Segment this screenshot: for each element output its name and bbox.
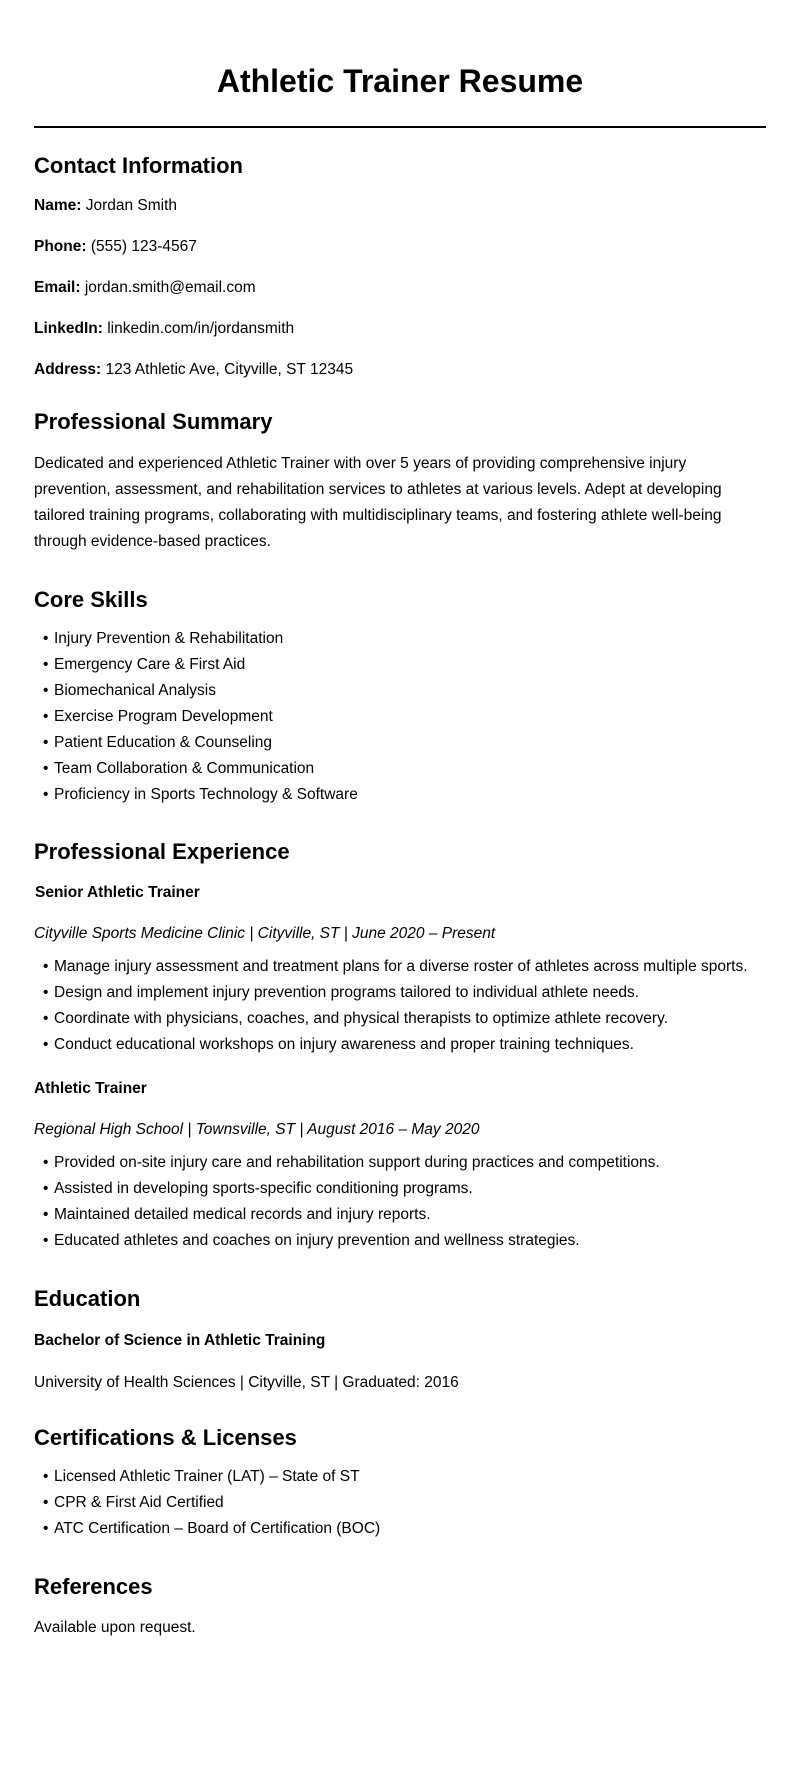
contact-linkedin	[34, 319, 766, 339]
contact-address-value: 123 Athletic Ave, Cityville, ST 12345	[105, 361, 354, 378]
contact-address	[34, 360, 766, 380]
job-meta: Cityville Sports Medicine Clinic | Cityville, ST | June 2020 – Present	[34, 925, 496, 942]
job-title: Athletic Trainer	[34, 1080, 147, 1097]
certifications-heading: Certifications & Licenses	[34, 1425, 297, 1450]
list-item: • Licensed Athletic Trainer (LAT) – State of ST	[34, 1464, 754, 1490]
job-bullets	[34, 1150, 766, 1254]
job-bullets	[34, 954, 766, 1058]
contact-linkedin-label: LinkedIn:	[34, 320, 103, 337]
skills-section	[34, 587, 766, 808]
list-item: • Biomechanical Analysis	[34, 678, 754, 704]
contact-phone-value: (555) 123-4567	[90, 238, 197, 255]
contact-email	[34, 278, 766, 298]
page-title: Athletic Trainer Resume	[216, 63, 584, 99]
contact-name-label: Name:	[34, 197, 82, 214]
list-item: • Team Collaboration & Communication	[34, 756, 754, 782]
list-item: • Emergency Care & First Aid	[34, 652, 754, 678]
job-title: Senior Athletic Trainer	[35, 884, 200, 901]
list-item: • Exercise Program Development	[34, 704, 754, 730]
list-item: • Injury Prevention & Rehabilitation	[34, 626, 754, 652]
contact-address-label: Address:	[34, 361, 102, 378]
job-entry	[34, 1079, 766, 1254]
list-item: • Maintained detailed medical records and injury reports.	[34, 1202, 754, 1228]
contact-name-value: Jordan Smith	[85, 197, 178, 214]
experience-section	[34, 839, 766, 1254]
certifications-section	[34, 1425, 766, 1542]
degree-title: Bachelor of Science in Athletic Training	[34, 1332, 326, 1349]
list-item: • Patient Education & Counseling	[34, 730, 754, 756]
contact-phone-label: Phone:	[34, 238, 87, 255]
summary-heading: Professional Summary	[34, 409, 273, 434]
degree-detail: University of Health Sciences | Cityville, ST | Graduated: 2016	[34, 1374, 459, 1391]
job-meta: Regional High School | Townsville, ST | August 2016 – May 2020	[34, 1121, 480, 1138]
list-item: • ATC Certification – Board of Certification (BOC)	[34, 1516, 754, 1542]
experience-heading: Professional Experience	[34, 839, 290, 864]
title-divider	[34, 126, 766, 128]
list-item: • Provided on-site injury care and rehabilitation support during practices and competitions.	[34, 1150, 754, 1176]
references-section	[34, 1574, 766, 1638]
contact-email-label: Email:	[34, 279, 81, 296]
list-item: • Coordinate with physicians, coaches, and physical therapists to optimize athlete recovery.	[34, 1006, 754, 1032]
certifications-list	[34, 1464, 766, 1542]
skills-list	[34, 626, 766, 808]
contact-phone	[34, 237, 766, 257]
list-item: • CPR & First Aid Certified	[34, 1490, 754, 1516]
list-item: • Design and implement injury prevention programs tailored to individual athlete needs.	[34, 980, 754, 1006]
list-item: • Assisted in developing sports-specific conditioning programs.	[34, 1176, 754, 1202]
list-item: • Manage injury assessment and treatment plans for a diverse roster of athletes across multiple sports.	[34, 954, 754, 980]
references-heading: References	[34, 1574, 153, 1599]
contact-linkedin-value: linkedin.com/in/jordansmith	[107, 320, 295, 337]
references-text: Available upon request.	[34, 1619, 196, 1636]
contact-heading: Contact Information	[34, 153, 243, 178]
contact-email-value: jordan.smith@email.com	[84, 279, 256, 296]
skills-heading: Core Skills	[34, 587, 148, 612]
job-entry	[34, 883, 766, 1058]
education-section	[34, 1286, 766, 1393]
list-item: • Proficiency in Sports Technology & Software	[34, 782, 754, 808]
list-item: • Educated athletes and coaches on injury prevention and wellness strategies.	[34, 1228, 754, 1254]
contact-section	[34, 153, 766, 380]
contact-name	[34, 196, 766, 216]
education-heading: Education	[34, 1286, 141, 1311]
list-item: • Conduct educational workshops on injury awareness and proper training techniques.	[34, 1032, 754, 1058]
summary-section	[34, 409, 766, 555]
summary-text: Dedicated and experienced Athletic Trainer with over 5 years of providing comprehensive injury prevention, assessment, and rehabilitation services to athletes at various levels. Adept at developing tailored training programs, collaborating with multidisciplinary teams, and fostering athlete well-being through evidence-based practices.	[34, 455, 722, 550]
